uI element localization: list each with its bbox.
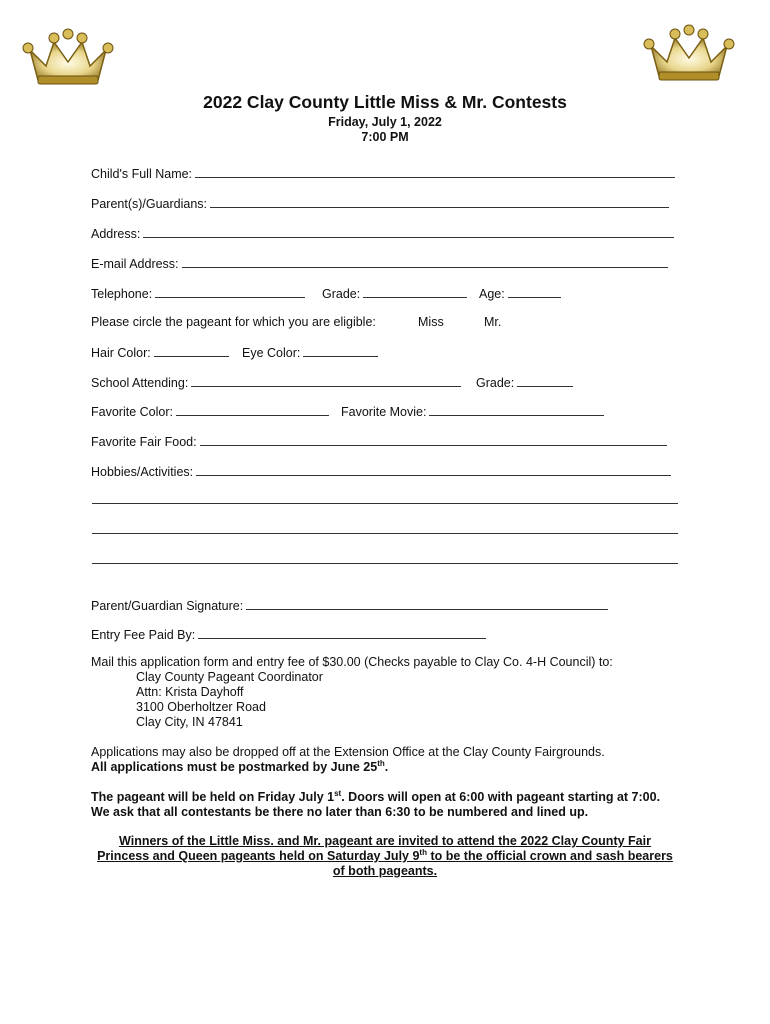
hobbies-field[interactable] bbox=[91, 464, 671, 480]
entry-fee-field[interactable] bbox=[91, 627, 486, 643]
telephone-line[interactable] bbox=[155, 286, 305, 298]
grade-field[interactable] bbox=[322, 286, 467, 302]
telephone-field[interactable] bbox=[91, 286, 305, 302]
signature-label: Parent/Guardian Signature: bbox=[91, 599, 244, 613]
winners-note bbox=[88, 834, 682, 879]
entry-fee-line[interactable] bbox=[198, 627, 486, 639]
mail-line: Clay County Pageant Coordinator bbox=[136, 670, 323, 684]
arrive-text: We ask that all contestants be there no later than 6:30 to be numbered and lined up. bbox=[91, 805, 589, 819]
mailing-instructions bbox=[91, 655, 613, 730]
favorite-movie-field[interactable] bbox=[341, 404, 604, 420]
mail-line: 3100 Oberholtzer Road bbox=[136, 700, 266, 714]
favorite-color-label: Favorite Color: bbox=[91, 405, 173, 419]
event-date: Friday, July 1, 2022 bbox=[328, 115, 442, 129]
hair-color-field[interactable] bbox=[91, 345, 229, 361]
eye-color-line[interactable] bbox=[303, 345, 378, 357]
circle-prompt: Please circle the pageant for which you are eligible: bbox=[91, 315, 376, 329]
mail-intro: Mail this application form and entry fee of $30.00 (Checks payable to Clay Co. 4-H Council) to: bbox=[91, 655, 613, 669]
hair-color-line[interactable] bbox=[154, 345, 229, 357]
option-miss[interactable]: Miss bbox=[418, 315, 444, 329]
address-field[interactable] bbox=[91, 226, 674, 242]
parents-label: Parent(s)/Guardians: bbox=[91, 197, 208, 211]
mail-line: Attn: Krista Dayhoff bbox=[136, 685, 244, 699]
eye-color-field[interactable] bbox=[242, 345, 378, 361]
school-field[interactable] bbox=[91, 375, 461, 391]
hair-color-label: Hair Color: bbox=[91, 346, 151, 360]
blank-line[interactable] bbox=[92, 503, 678, 504]
favorite-food-label: Favorite Fair Food: bbox=[91, 435, 197, 449]
school-line[interactable] bbox=[191, 375, 461, 387]
school-label: School Attending: bbox=[91, 376, 189, 390]
school-grade-line[interactable] bbox=[517, 375, 573, 387]
grade-label: Grade: bbox=[322, 287, 361, 301]
email-line[interactable] bbox=[182, 256, 668, 268]
blank-line[interactable] bbox=[92, 533, 678, 534]
email-label: E-mail Address: bbox=[91, 257, 179, 271]
dropoff-text: Applications may also be dropped off at the Extension Office at the Clay County Fairgrounds. bbox=[91, 745, 605, 759]
parents-field[interactable] bbox=[91, 196, 669, 212]
eye-color-label: Eye Color: bbox=[242, 346, 301, 360]
signature-field[interactable] bbox=[91, 598, 608, 614]
postmark-text: All applications must be postmarked by June 25th. bbox=[91, 758, 389, 774]
favorite-movie-label: Favorite Movie: bbox=[341, 405, 427, 419]
school-grade-field[interactable] bbox=[476, 375, 573, 391]
mail-line: Clay City, IN 47841 bbox=[136, 715, 243, 729]
address-label: Address: bbox=[91, 227, 141, 241]
held-text: The pageant will be held on Friday July 1st. Doors will open at 6:00 with pageant starting at 7:00. bbox=[91, 788, 661, 804]
favorite-food-line[interactable] bbox=[200, 434, 667, 446]
favorite-food-field[interactable] bbox=[91, 434, 667, 450]
blank-line[interactable] bbox=[92, 563, 678, 564]
option-mr[interactable]: Mr. bbox=[484, 315, 502, 329]
event-time: 7:00 PM bbox=[361, 130, 409, 144]
signature-line[interactable] bbox=[246, 598, 608, 610]
child-name-field[interactable] bbox=[91, 166, 675, 182]
address-line[interactable] bbox=[143, 226, 674, 238]
winners-line: Princess and Queen pageants held on Saturday July 9th to be the official crown and sash bearers bbox=[97, 847, 673, 863]
age-label: Age: bbox=[479, 287, 505, 301]
favorite-movie-line[interactable] bbox=[429, 404, 604, 416]
pageant-info bbox=[91, 790, 660, 820]
age-field[interactable] bbox=[479, 286, 561, 302]
crown-icon bbox=[20, 28, 116, 88]
child-name-line[interactable] bbox=[195, 166, 675, 178]
dropoff-note bbox=[91, 745, 605, 775]
winners-line: Winners of the Little Miss. and Mr. pageant are invited to attend the 2022 Clay County Fair bbox=[119, 834, 651, 848]
favorite-color-line[interactable] bbox=[176, 404, 329, 416]
hobbies-label: Hobbies/Activities: bbox=[91, 465, 194, 479]
favorite-color-field[interactable] bbox=[91, 404, 329, 420]
page-title: 2022 Clay County Little Miss & Mr. Contests bbox=[203, 92, 567, 112]
entry-fee-label: Entry Fee Paid By: bbox=[91, 628, 196, 642]
email-field[interactable] bbox=[91, 256, 668, 272]
winners-line: of both pageants. bbox=[332, 864, 438, 878]
child-name-label: Child's Full Name: bbox=[91, 167, 193, 181]
school-grade-label: Grade: bbox=[476, 376, 515, 390]
parents-line[interactable] bbox=[210, 196, 669, 208]
age-line[interactable] bbox=[508, 286, 561, 298]
hobbies-line[interactable] bbox=[196, 464, 671, 476]
telephone-label: Telephone: bbox=[91, 287, 153, 301]
crown-icon bbox=[641, 24, 737, 84]
grade-line[interactable] bbox=[363, 286, 467, 298]
